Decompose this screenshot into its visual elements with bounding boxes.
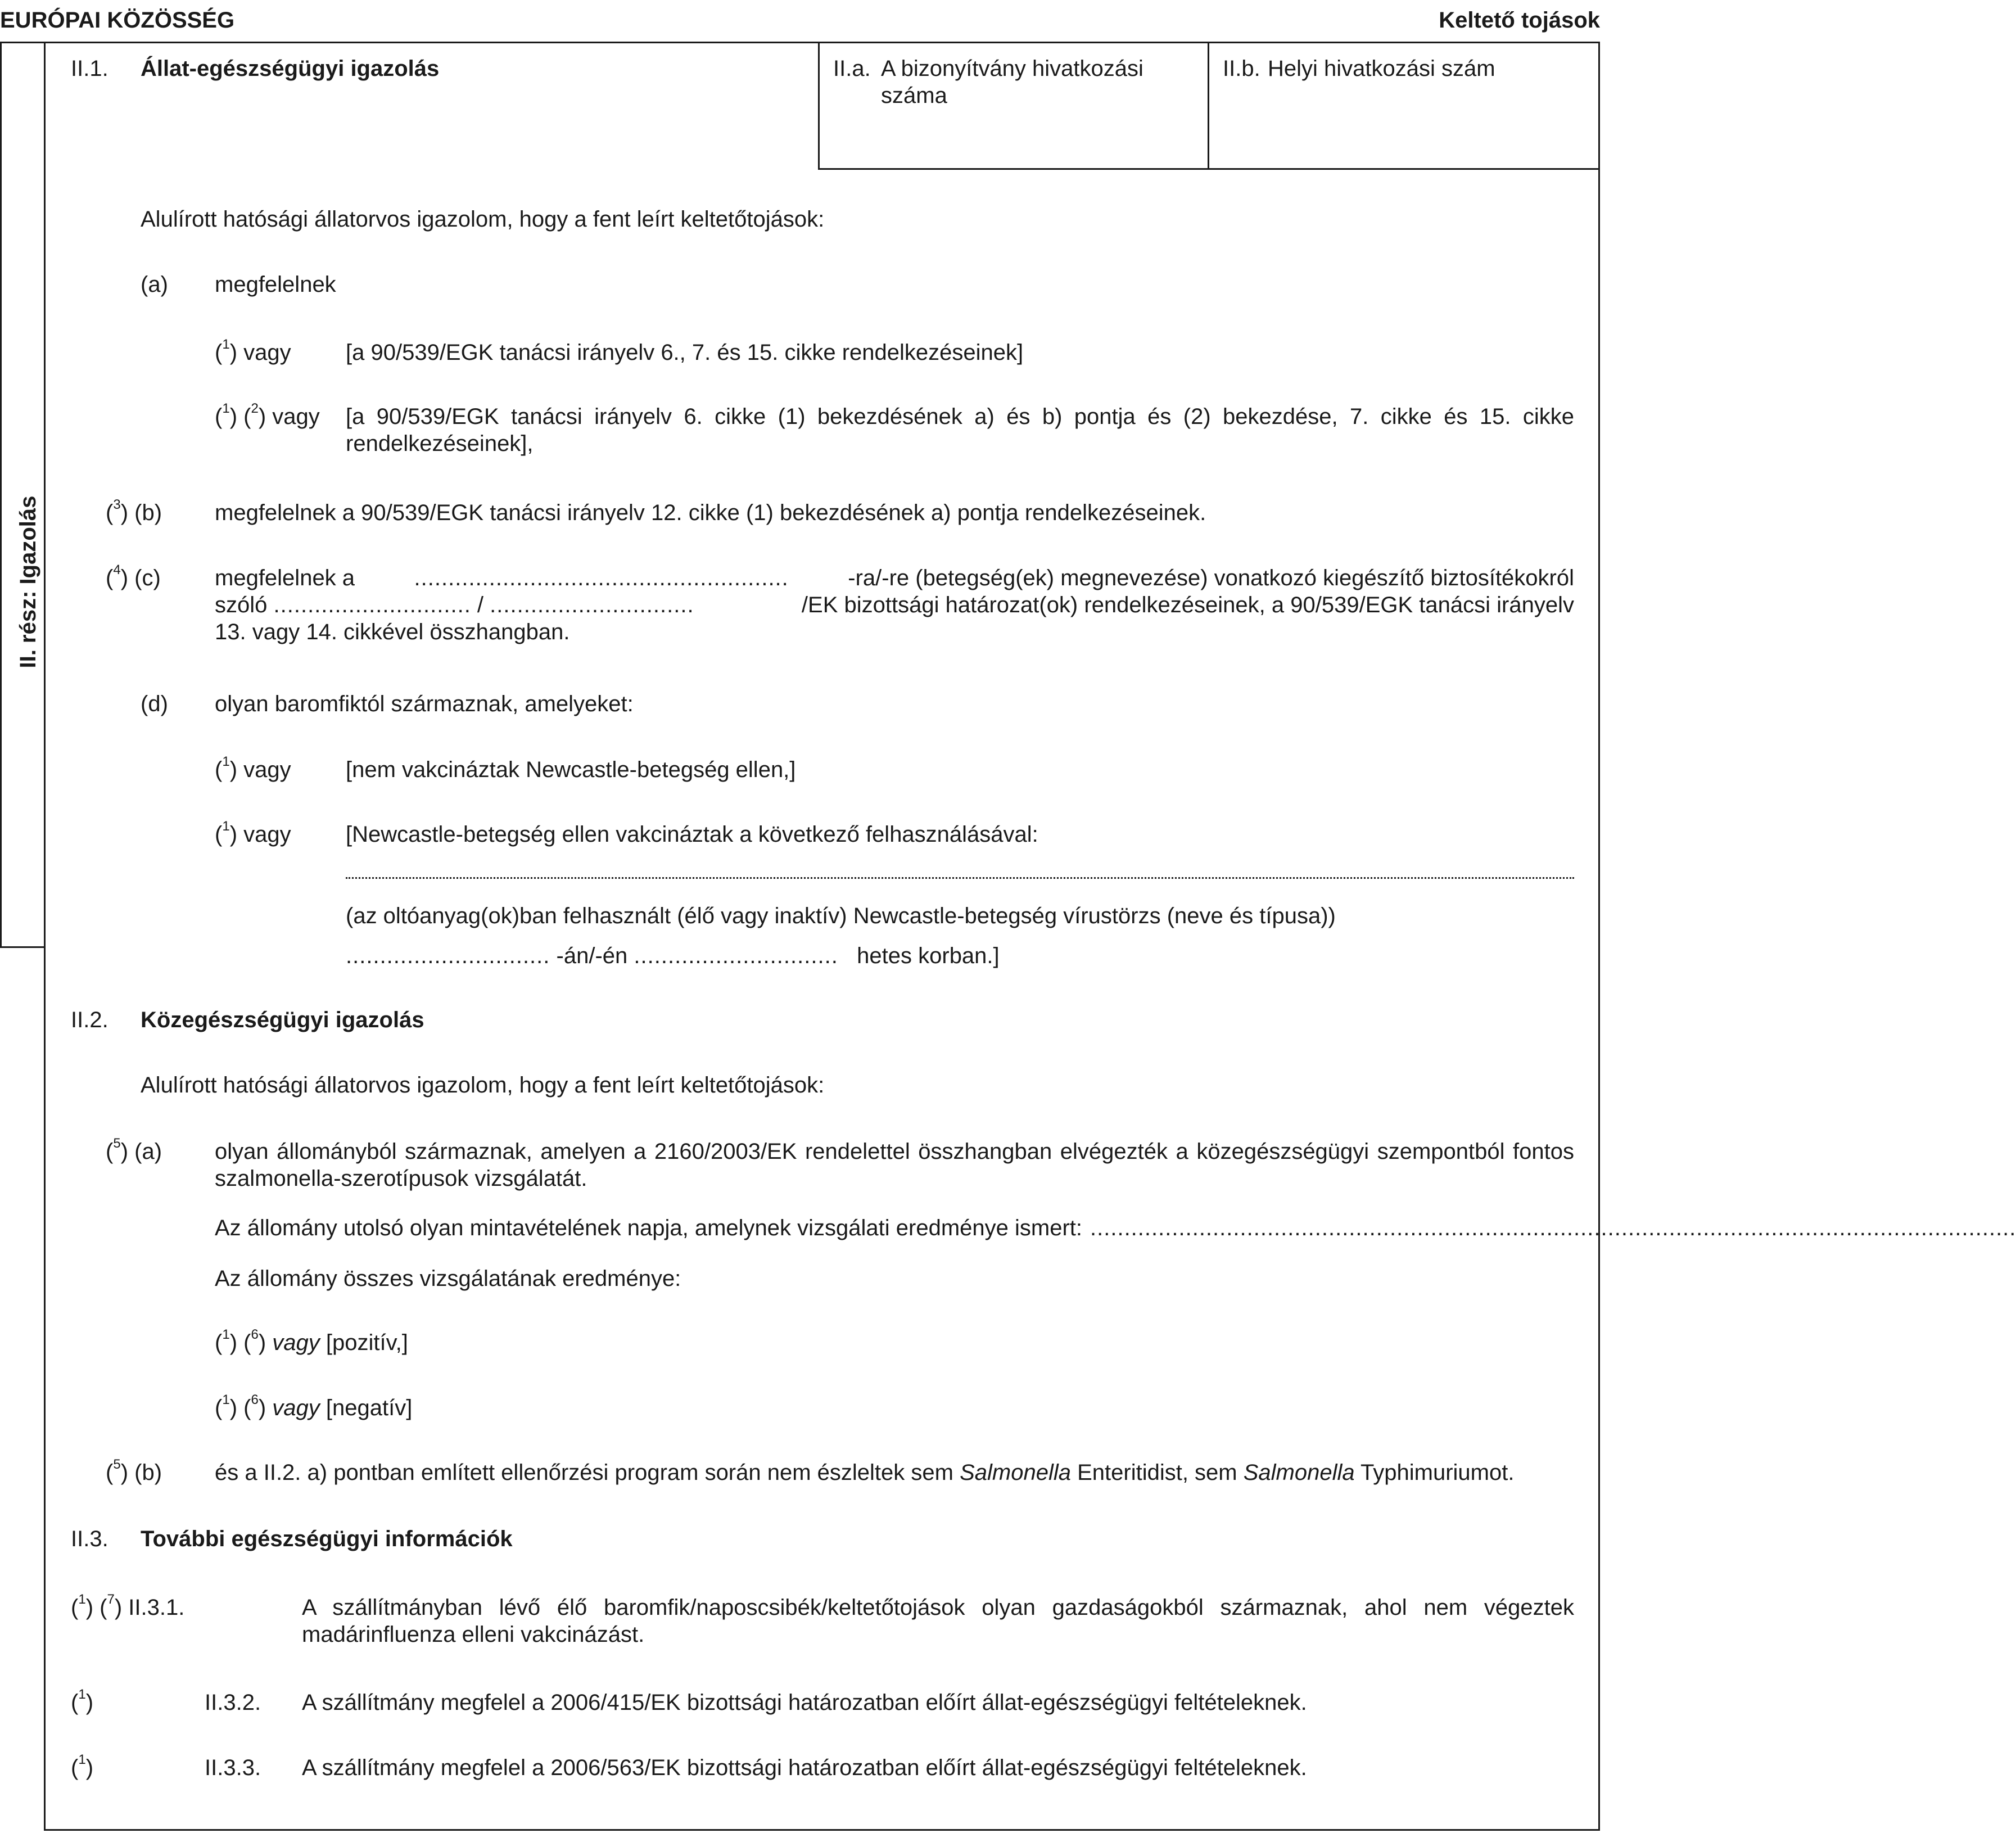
- iia-number: II.a.: [833, 56, 871, 81]
- ii1-d-option1-marker: ($^1$) vagy: [215, 754, 291, 782]
- ii2-intro: Alulírott hatósági állatorvos igazolom, hogy a fent leírt keltetőtojások:: [141, 1073, 825, 1098]
- ii2-sampling-line: Az állomány utolsó olyan mintavételének napja, amelynek vizsgálati eredménye ismert: ........................................................................................................................................: [215, 1216, 2016, 1240]
- frame-divider-b: [1208, 42, 1209, 170]
- sampling-date-blank: ........................................................................................................................................: [1090, 1216, 2016, 1240]
- ii2-negative: ($^1$) ($^6$) vagy [negatív]: [215, 1392, 413, 1420]
- iib-number: II.b.: [1223, 56, 1260, 81]
- c-disease-blank: .......................................................: [414, 566, 789, 590]
- side-label: II. rész: Igazolás: [16, 495, 40, 669]
- header-left: EURÓPAI KÖZÖSSÉG: [0, 8, 235, 33]
- ii3-item2-number: II.3.2.: [205, 1690, 261, 1715]
- ii3-item3-text: A szállítmány megfelel a 2006/563/EK bizottsági határozatban előírt állat-egészségügyi feltételeknek.: [302, 1755, 1307, 1780]
- ii1-d-age-line: .............................. -án/-én .............................. hetes korban.]: [346, 943, 1000, 968]
- vaccine-blank-line: [346, 860, 1574, 879]
- header-right: Keltető tojások: [1439, 8, 1600, 33]
- ii3-title: További egészségügyi információk: [141, 1527, 513, 1551]
- ii1-d-note: (az oltóanyag(ok)ban felhasznált (élő vagy inaktív) Newcastle-betegség vírustörzs (neve és típusa)): [346, 904, 1336, 928]
- ii3-item2-marker: ($^1$): [71, 1687, 94, 1715]
- ii1-option1-text: [a 90/539/EGK tanácsi irányelv 6., 7. és 15. cikke rendelkezéseinek]: [346, 340, 1024, 365]
- ii3-item3-number: II.3.3.: [205, 1755, 261, 1780]
- ii1-title: Állat-egészségügyi igazolás: [141, 56, 440, 81]
- ii1-option2-text: [a 90/539/EGK tanácsi irányelv 6. cikke (1) bekezdésének a) és b) pontja és (2) bekezdése, 7. cikke és 15. cikke rendelkezéseinek],: [346, 404, 1574, 456]
- ii1-a-label: (a): [141, 272, 168, 297]
- ii2-b-text: és a II.2. a) pontban említett ellenőrzési program során nem észleltek sem Salmonella Enteritidist, sem Salmonella Typhimuriumot.: [215, 1460, 1515, 1485]
- frame-sidebar-bottom: [0, 946, 45, 948]
- frame-top: [0, 42, 1600, 43]
- age-blank-2: ..............................: [634, 943, 838, 968]
- c-decision-blank-2: ..............................: [490, 593, 694, 617]
- frame-divider-a: [818, 42, 820, 170]
- ii1-a-text: megfelelnek: [215, 272, 336, 297]
- iia-text: A bizonyítvány hivatkozási száma: [881, 56, 1143, 108]
- frame-left-inner: [44, 42, 46, 1831]
- ii1-b-text: megfelelnek a 90/539/EGK tanácsi irányelv 12. cikke (1) bekezdésének a) pontja rendelkezéseinek.: [215, 500, 1206, 525]
- ii1-d-option2-marker: ($^1$) vagy: [215, 819, 291, 847]
- ii3-item3-marker: ($^1$): [71, 1752, 94, 1780]
- ii2-a-text: olyan állományból származnak, amelyen a 2160/2003/EK rendelettel összhangban elvégezték a közegészségügyi szempontból fontos szalmonella-szerotípusok vizsgálatát.: [215, 1139, 1574, 1191]
- c-decision-blank-1: .............................: [273, 593, 471, 617]
- ii2-title: Közegészségügyi igazolás: [141, 1008, 424, 1032]
- ii3-number: II.3.: [71, 1527, 109, 1551]
- ii2-number: II.2.: [71, 1008, 109, 1032]
- ii1-d-option1-text: [nem vakcináztak Newcastle-betegség ellen,]: [346, 757, 796, 782]
- iib-text: Helyi hivatkozási szám: [1268, 56, 1495, 81]
- ii3-item2-text: A szállítmány megfelel a 2006/415/EK bizottsági határozatban előírt állat-egészségügyi feltételeknek.: [302, 1690, 1307, 1715]
- ii2-a-marker: ($^5$) (a): [106, 1136, 162, 1164]
- frame-right: [1598, 42, 1600, 1831]
- ii1-c-text: megfelelnek a ....................................................... -ra/-re (betegség(ek) megnevezése) vonatkozó kiegészítő biztosítékokról szóló ............................. / .............................. /EK bizottsági határozat(ok) rendelkezéseinek, a 90/539/EGK tanácsi irányelv 13. vagy 14. cikkével összhangban.: [215, 566, 1574, 644]
- frame-left-outer: [0, 42, 2, 947]
- age-blank-1: ..............................: [346, 943, 550, 968]
- ii1-d-option2-text: [Newcastle-betegség ellen vakcináztak a következő felhasználásával:: [346, 822, 1038, 847]
- ii1-intro: Alulírott hatósági állatorvos igazolom, hogy a fent leírt keltetőtojások:: [141, 207, 825, 232]
- frame-bottom: [44, 1829, 1600, 1831]
- ii1-b-marker: ($^3$) (b): [106, 497, 162, 525]
- ii2-positive: ($^1$) ($^6$) vagy [pozitív,]: [215, 1327, 408, 1355]
- ii2-b-marker: ($^5$) (b): [106, 1457, 162, 1485]
- ii1-number: II.1.: [71, 56, 109, 81]
- ii1-option2-marker: ($^1$) ($^2$) vagy: [215, 401, 320, 429]
- ii1-d-text: olyan baromfiktól származnak, amelyeket:: [215, 692, 634, 716]
- ii1-c-marker: ($^4$) (c): [106, 562, 161, 590]
- ii1-option1-marker: ($^1$) vagy: [215, 337, 291, 365]
- ii3-item1-text: A szállítmányban lévő élő baromfik/naposcsibék/keltetőtojások olyan gazdaságokból származnak, ahol nem végeztek madárinfluenza elleni vakcinázást.: [302, 1595, 1574, 1647]
- frame-row-bottom: [818, 168, 1600, 170]
- ii1-d-label: (d): [141, 692, 168, 716]
- ii3-item1-marker: ($^1$) ($^7$) II.3.1.: [71, 1592, 185, 1620]
- ii2-results: Az állomány összes vizsgálatának eredménye:: [215, 1266, 681, 1291]
